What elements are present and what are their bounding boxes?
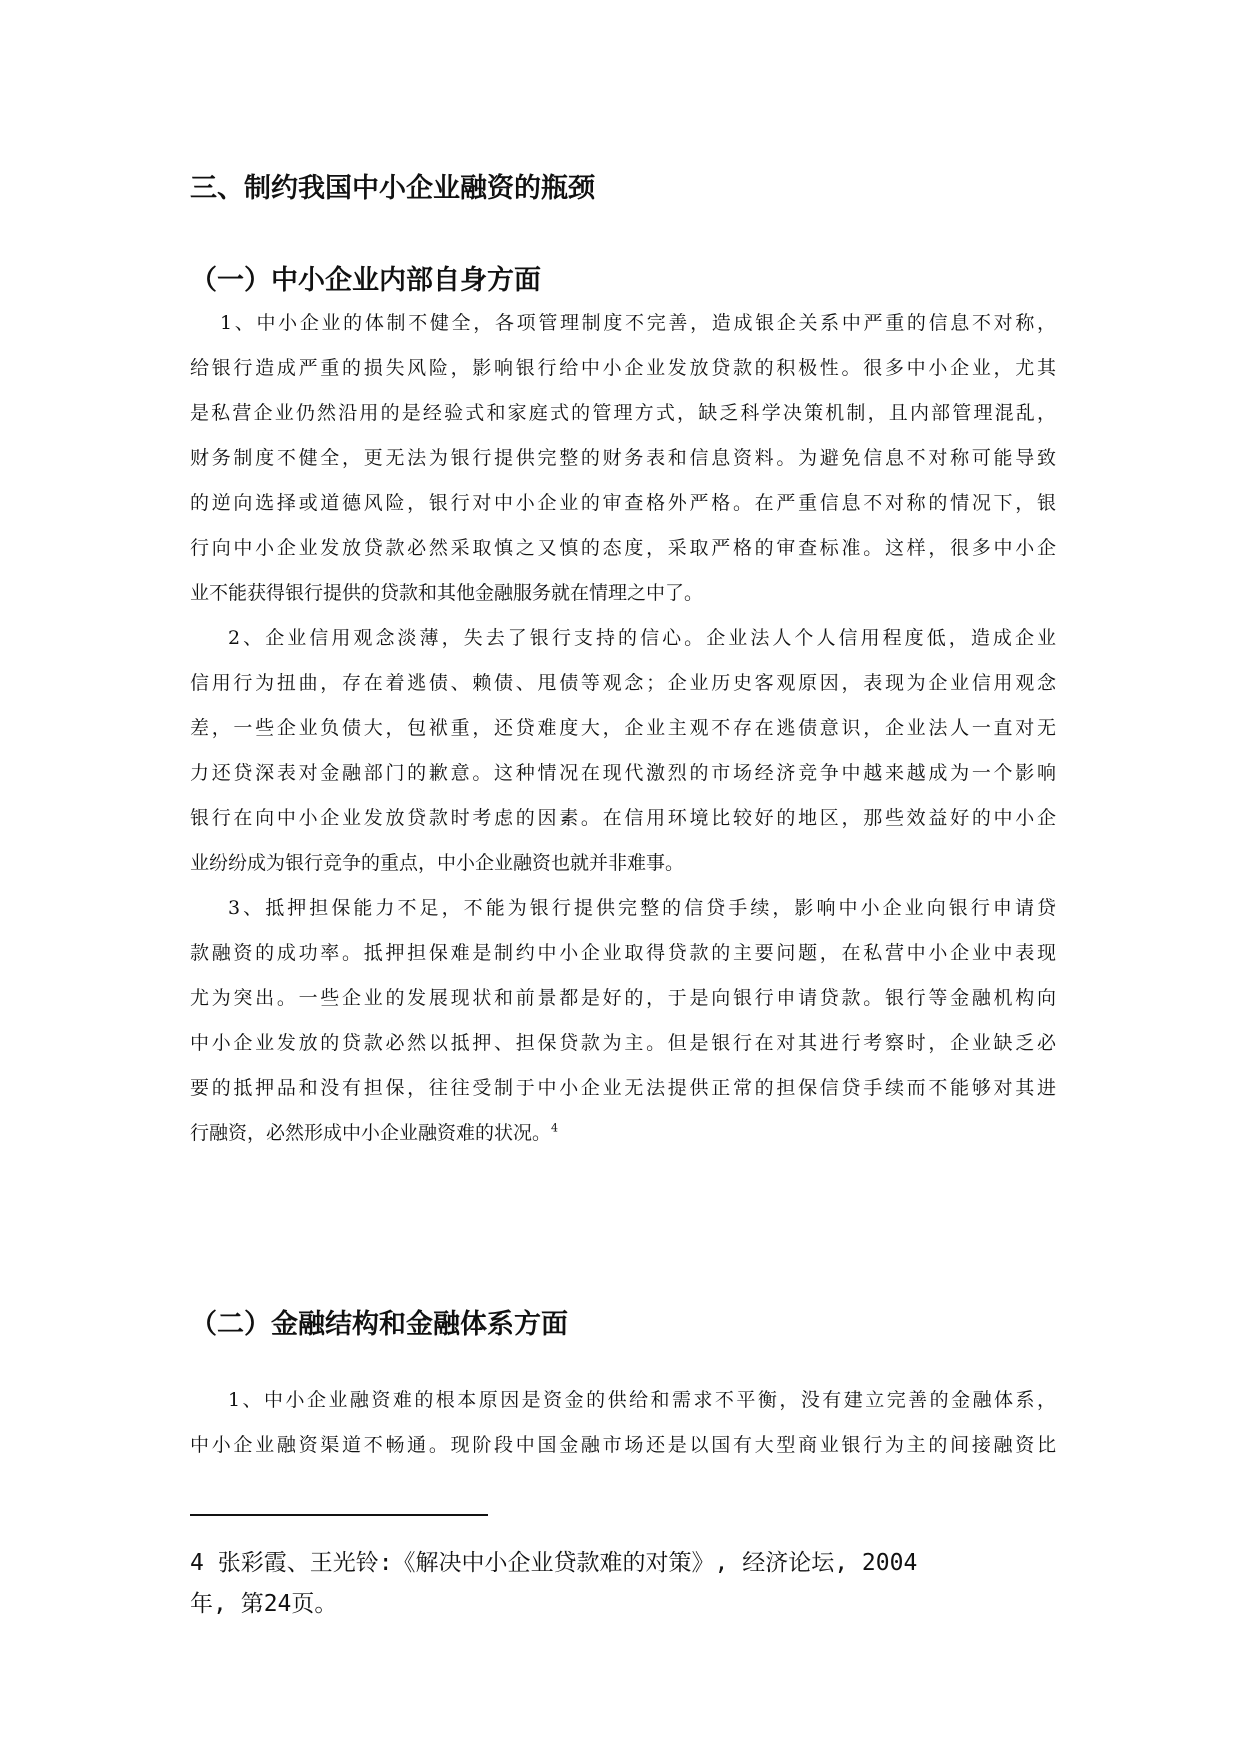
- text-line: [190, 1118, 1056, 1145]
- footnote-separator: [190, 1514, 488, 1516]
- text-line: 给银行造成严重的损失风险，影响银行给中小企业发放贷款的积极性。很多中小企业，尤其: [190, 357, 1056, 379]
- text-line: 中小企业融资渠道不畅通。现阶段中国金融市场还是以国有大型商业银行为主的间接融资比: [190, 1434, 1056, 1456]
- subsection-heading-1: （一）中小企业内部自身方面: [190, 265, 541, 296]
- text-line: 2、企业信用观念淡薄，失去了银行支持的信心。企业法人个人信用程度低，造成企业: [228, 627, 1056, 649]
- section-heading: 三、制约我国中小企业融资的瓶颈: [190, 173, 595, 204]
- text-line: 中小企业发放的贷款必然以抵押、担保贷款为主。但是银行在对其进行考察时，企业缺乏必: [190, 1032, 1056, 1054]
- text-line: 信用行为扭曲，存在着逃债、赖债、甩债等观念；企业历史客观原因，表现为企业信用观念: [190, 672, 1056, 694]
- text-line: 业纷纷成为银行竞争的重点，中小企业融资也就并非难事。: [190, 852, 685, 874]
- text-line: 业不能获得银行提供的贷款和其他金融服务就在情理之中了。: [190, 582, 704, 604]
- footnote-line: 4 张彩霞、王光铃:《解决中小企业贷款难的对策》, 经济论坛, 2004: [190, 1550, 918, 1576]
- text-line: 银行在向中小企业发放贷款时考虑的因素。在信用环境比较好的地区，那些效益好的中小企: [190, 807, 1056, 829]
- text-line: 尤为突出。一些企业的发展现状和前景都是好的，于是向银行申请贷款。银行等金融机构向: [190, 987, 1056, 1009]
- text-line: 3、抵押担保能力不足，不能为银行提供完整的信贷手续，影响中小企业向银行申请贷: [228, 897, 1056, 919]
- text-line: 要的抵押品和没有担保，往往受制于中小企业无法提供正常的担保信贷手续而不能够对其进: [190, 1077, 1056, 1099]
- text-line: 1、中小企业的体制不健全，各项管理制度不完善，造成银企关系中严重的信息不对称，: [220, 312, 1056, 334]
- footnote-line: 年, 第24页。: [190, 1591, 338, 1617]
- text-line: 1、中小企业融资难的根本原因是资金的供给和需求不平衡，没有建立完善的金融体系，: [228, 1389, 1056, 1411]
- text-line: 差，一些企业负债大，包袱重，还贷难度大，企业主观不存在逃债意识，企业法人一直对无: [190, 717, 1056, 739]
- footnote-marker[interactable]: 4: [551, 1121, 559, 1135]
- text-line: 力还贷深表对金融部门的歉意。这种情况在现代激烈的市场经济竞争中越来越成为一个影响: [190, 762, 1056, 784]
- text-line-content: 行融资，必然形成中小企业融资难的状况。: [190, 1122, 552, 1144]
- text-line: 款融资的成功率。抵押担保难是制约中小企业取得贷款的主要问题，在私营中小企业中表现: [190, 942, 1056, 964]
- text-line: 的逆向选择或道德风险，银行对中小企业的审查格外严格。在严重信息不对称的情况下，银: [190, 492, 1056, 514]
- text-line: 财务制度不健全，更无法为银行提供完整的财务表和信息资料。为避免信息不对称可能导致: [190, 447, 1056, 469]
- text-line: 行向中小企业发放贷款必然采取慎之又慎的态度，采取严格的审查标准。这样，很多中小企: [190, 537, 1056, 559]
- text-line: 是私营企业仍然沿用的是经验式和家庭式的管理方式，缺乏科学决策机制，且内部管理混乱，: [190, 402, 1056, 424]
- subsection-heading-2: （二）金融结构和金融体系方面: [190, 1309, 568, 1340]
